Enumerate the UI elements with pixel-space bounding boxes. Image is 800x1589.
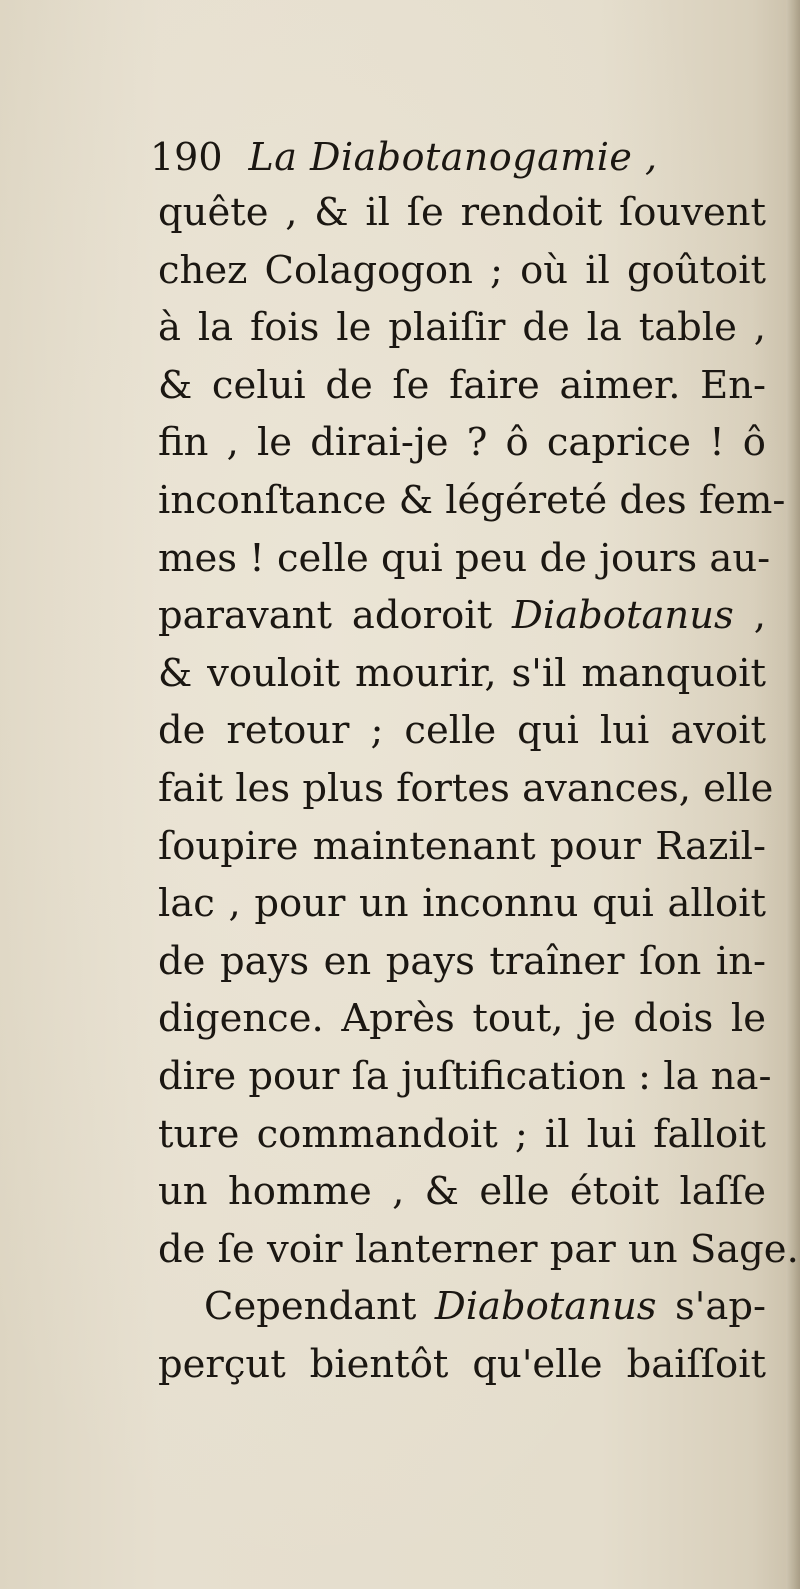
- text-run: dire pour ſa juſtification : la na-: [158, 1053, 772, 1099]
- text-run: à la fois le plaiſir de la table ,: [158, 305, 766, 351]
- text-run: digence. Après tout, je dois le: [158, 996, 766, 1042]
- text-line: [158, 1048, 772, 1106]
- text-run: ,: [733, 593, 766, 639]
- text-run: & vouloit mourir, s'il manquoit: [158, 650, 766, 696]
- body-text: [158, 184, 799, 1393]
- text-run: un homme , & elle étoit laſſe: [158, 1169, 766, 1215]
- text-line: [158, 184, 766, 242]
- text-line: [158, 1336, 766, 1394]
- italic-name: Diabotanus: [434, 1284, 657, 1330]
- text-run: de ſe voir lanterner par un Sage.: [158, 1226, 799, 1272]
- text-run: de retour ; celle qui lui avoit: [158, 708, 766, 754]
- text-run: ture commandoit ; il lui falloit: [158, 1111, 766, 1157]
- page-number: 190: [150, 135, 223, 179]
- text-run: mes ! celle qui peu de jours au-: [158, 535, 771, 581]
- text-run: Cependant: [204, 1284, 435, 1330]
- text-line: [158, 702, 766, 760]
- text-line: [158, 414, 766, 472]
- text-line: [158, 645, 766, 703]
- text-run: fait les plus fortes avances, elle: [158, 765, 774, 811]
- text-run: paravant adoroit: [158, 593, 513, 639]
- text-line: [158, 242, 766, 300]
- text-line: [158, 818, 766, 876]
- text-run: chez Colagogon ; où il goûtoit: [158, 247, 766, 293]
- text-line: [158, 472, 786, 530]
- text-line: [158, 1278, 766, 1336]
- text-run: ſoupire maintenant pour Razil-: [158, 823, 766, 869]
- italic-name: Diabotanus: [512, 593, 734, 639]
- text-line: [158, 875, 766, 933]
- text-line: [158, 357, 766, 415]
- text-line: [158, 1163, 766, 1221]
- text-run: de pays en pays traîner ſon in-: [158, 938, 766, 984]
- text-run: quête , & il ſe rendoit ſouvent: [158, 190, 766, 235]
- text-line: [158, 990, 766, 1048]
- text-line: [158, 933, 766, 991]
- text-line: [158, 1221, 799, 1279]
- text-run: lac , pour un inconnu qui alloit: [158, 881, 766, 927]
- page-gutter-shadow: [786, 0, 800, 1589]
- text-line: [158, 1106, 766, 1164]
- text-run: s'ap-: [656, 1284, 766, 1330]
- text-run: perçut bientôt qu'elle baiſſoit: [158, 1341, 766, 1387]
- running-title: La Diabotanogamie ,: [248, 135, 658, 179]
- text-run: inconſtance & légéreté des fem-: [158, 477, 786, 523]
- running-header: [150, 128, 710, 186]
- text-run: & celui de ſe faire aimer. En-: [158, 362, 766, 408]
- text-line: [158, 587, 766, 645]
- text-line: [158, 530, 771, 588]
- text-run: fin , le dirai-je ? ô caprice ! ô: [158, 420, 766, 466]
- text-line: [158, 299, 766, 357]
- text-line: [158, 760, 774, 818]
